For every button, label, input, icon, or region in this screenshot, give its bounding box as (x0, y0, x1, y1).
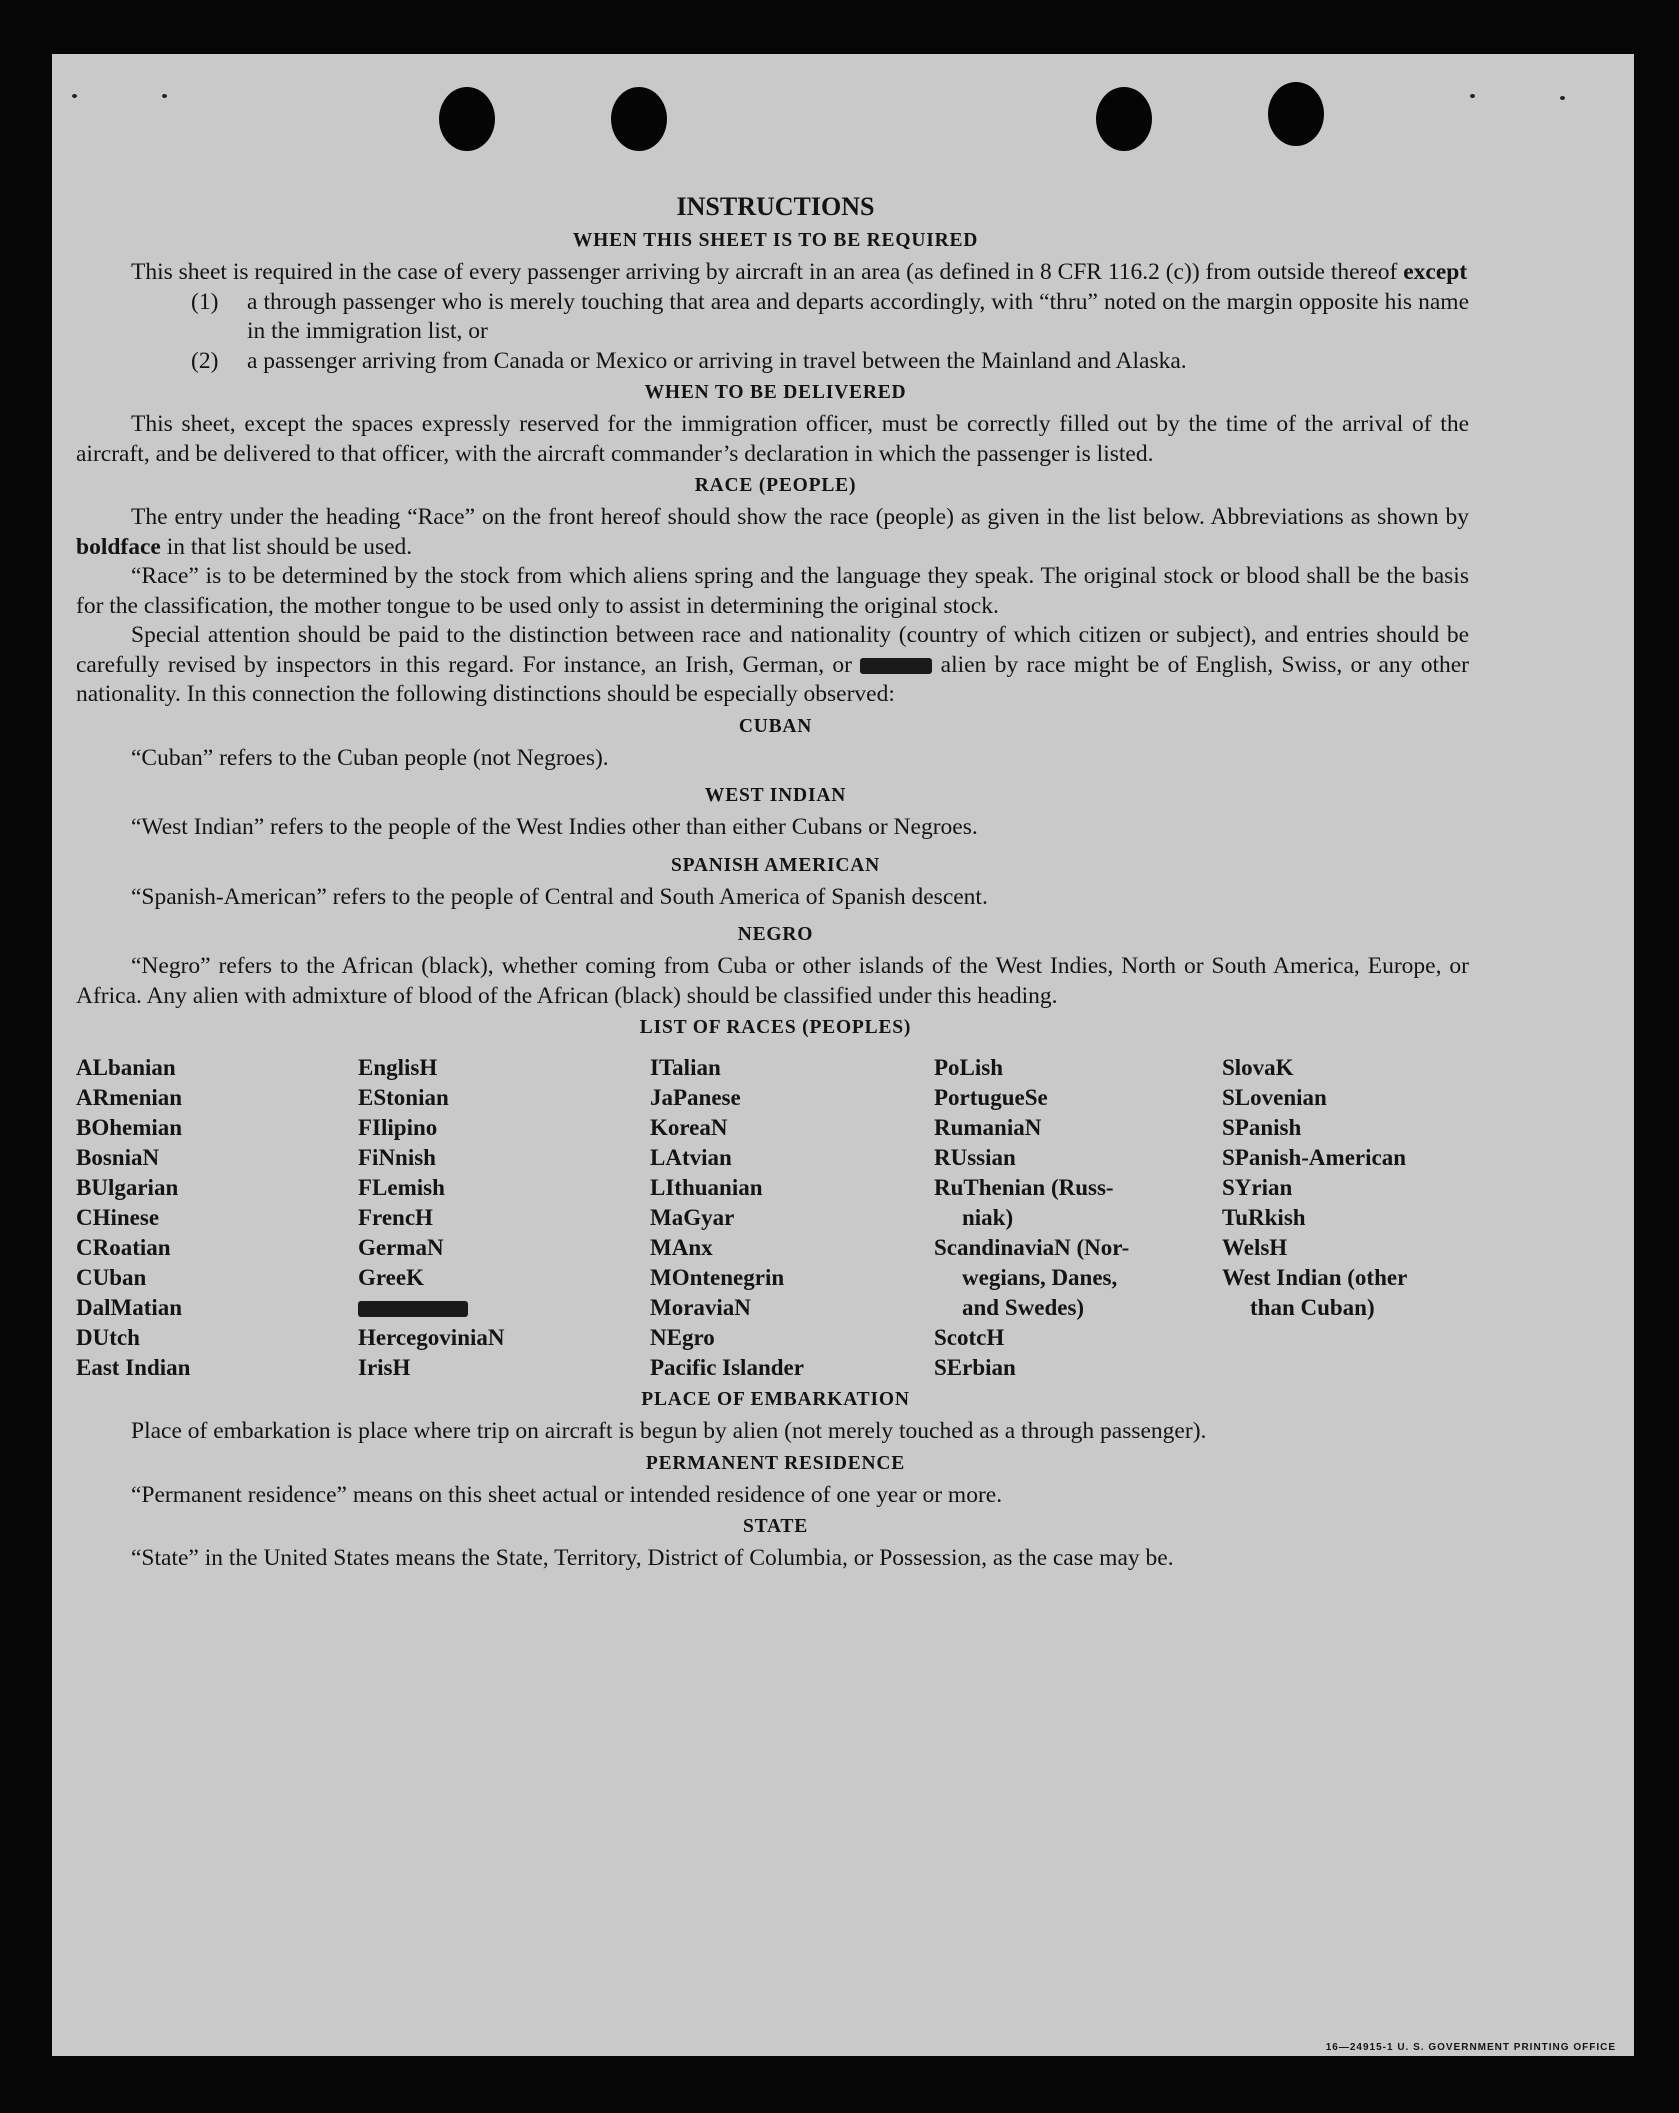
race-item: RuThenian (Russ- (934, 1175, 1114, 1200)
paragraph: The entry under the heading “Race” on the front hereof should show the race (people) as given in the list below. Abbreviations as shown by boldface in that list should be used. (76, 504, 1469, 560)
race-item: PoLish (934, 1055, 1004, 1080)
punch-hole (1096, 87, 1152, 151)
race-item: FIlipino (358, 1115, 438, 1140)
race-column (650, 1053, 934, 1383)
section-heading: WHEN THIS SHEET IS TO BE REQUIRED (572, 230, 979, 251)
race-item: NEgro (650, 1325, 715, 1350)
race-item: RumaniaN (934, 1115, 1042, 1140)
race-item: SErbian (934, 1355, 1016, 1380)
race-item: FrencH (358, 1205, 433, 1230)
section-heading: SPANISH AMERICAN (670, 854, 881, 876)
paragraph: “State” in the United States means the State, Territory, District of Columbia, or Possession, as the case may be. (131, 1545, 1174, 1571)
section-heading: CUBAN (738, 715, 813, 737)
race-item: East Indian (76, 1355, 191, 1380)
race-list (76, 1053, 1469, 1383)
paragraph: “West Indian” refers to the people of the West Indies other than either Cubans or Negroes. (131, 814, 978, 840)
race-item: CRoatian (76, 1235, 171, 1260)
race-item: BosniaN (76, 1145, 160, 1170)
race-item: ScandinaviaN (Nor- (934, 1235, 1130, 1260)
race-item: than Cuban) (1250, 1295, 1375, 1320)
punch-hole (611, 87, 667, 151)
race-item: SPanish (1222, 1115, 1302, 1140)
section-heading: PLACE OF EMBARKATION (641, 1389, 910, 1410)
paragraph: This sheet is required in the case of every passenger arriving by aircraft in an area (as defined in 8 CFR 116.2 (c)) from outside thereof except (131, 259, 1468, 285)
race-item: LAtvian (650, 1145, 732, 1170)
section-heading: NEGRO (737, 924, 814, 945)
race-item: EnglisH (358, 1055, 438, 1080)
race-item: BUlgarian (76, 1175, 179, 1200)
race-item: ARmenian (76, 1085, 183, 1110)
race-item: MAnx (650, 1235, 713, 1260)
race-column (934, 1053, 1222, 1383)
speck (1470, 94, 1475, 98)
race-item: MaGyar (650, 1205, 735, 1230)
race-item: DalMatian (76, 1295, 183, 1320)
race-item: MoraviaN (650, 1295, 751, 1320)
paragraph: “Spanish-American” refers to the people of Central and South America of Spanish descent. (131, 883, 988, 910)
redaction-mark (358, 1301, 468, 1317)
race-item: wegians, Danes, (962, 1265, 1118, 1290)
race-item: HercegoviniaN (358, 1325, 505, 1350)
punch-hole (439, 87, 495, 151)
race-item: SYrian (1222, 1175, 1293, 1200)
speck (72, 94, 77, 98)
race-item: JaPanese (650, 1085, 741, 1110)
list-item: (1) a through passenger who is merely touching that area and departs accordingly, with “thru” noted on the margin opposite his name in the immigration list, or (191, 288, 1469, 344)
race-item: PortugueSe (934, 1085, 1048, 1110)
race-item: SPanish-American (1222, 1145, 1406, 1170)
speck (162, 94, 167, 98)
race-item: ALbanian (76, 1055, 176, 1080)
race-item: SLovenian (1222, 1085, 1327, 1110)
paragraph: Special attention should be paid to the distinction between race and nationality (country of which citizen or subject), and entries should be carefully revised by inspectors in this regard. For instance, an Irish, German, or alien by race might be of English, Swiss, or any other nationality. In this connection the following distinctions should be especially observed: (76, 622, 1469, 707)
race-item: IrisH (358, 1355, 411, 1380)
redaction-mark (860, 658, 932, 674)
race-item: West Indian (other (1222, 1265, 1408, 1290)
paragraph: “Permanent residence” means on this sheet actual or intended residence of one year or more. (131, 1481, 1003, 1508)
race-item: DUtch (76, 1325, 140, 1350)
speck (1560, 96, 1565, 100)
page-title: INSTRUCTIONS (676, 192, 875, 221)
paragraph: This sheet, except the spaces expressly reserved for the immigration officer, must be correctly filled out by the time of the arrival of the aircraft, and be delivered to that officer, with the aircraft commander’s declaration in which the passenger is listed. (76, 411, 1469, 467)
document-page (52, 54, 1634, 2056)
list-item: (2) a passenger arriving from Canada or Mexico or arriving in travel between the Mainland and Alaska. (191, 347, 1187, 374)
race-item: SlovaK (1222, 1055, 1294, 1080)
race-item: RUssian (934, 1145, 1016, 1170)
punch-hole (1268, 82, 1324, 146)
race-item: FiNnish (358, 1145, 436, 1170)
race-item: TuRkish (1222, 1205, 1306, 1230)
section-heading: RACE (PEOPLE) (694, 475, 857, 496)
paragraph: “Race” is to be determined by the stock from which aliens spring and the language they speak. The original stock or blood shall be the basis for the classification, the mother tongue to be used only to assist in determining the original stock. (76, 563, 1469, 619)
race-item: ScotcH (934, 1325, 1005, 1350)
race-item: niak) (962, 1205, 1014, 1230)
race-item: CUban (76, 1265, 147, 1290)
race-item: WelsH (1222, 1235, 1288, 1260)
section-heading: WHEN TO BE DELIVERED (644, 382, 907, 403)
paragraph: “Negro” refers to the African (black), whether coming from Cuba or other islands of the West Indies, North or South America, Europe, or Africa. Any alien with admixture of blood of the African (black) should be classified under this heading. (76, 953, 1469, 1009)
printer-imprint: 16—24915-1 U. S. GOVERNMENT PRINTING OFFICE (1325, 2042, 1616, 2053)
race-item: MOntenegrin (650, 1265, 785, 1290)
race-column (358, 1053, 650, 1383)
race-item: FLemish (358, 1175, 445, 1200)
race-item: BOhemian (76, 1115, 183, 1140)
race-item: EStonian (358, 1085, 449, 1110)
race-item: ITalian (650, 1055, 721, 1080)
paragraph: “Cuban” refers to the Cuban people (not Negroes). (131, 744, 609, 771)
section-heading: STATE (742, 1516, 809, 1537)
race-item: Pacific Islander (650, 1355, 804, 1380)
paragraph: Place of embarkation is place where trip on aircraft is begun by alien (not merely touched as a through passenger). (131, 1418, 1207, 1444)
race-item: GermaN (358, 1235, 444, 1260)
section-heading: PERMANENT RESIDENCE (645, 1452, 906, 1474)
race-item: LIthuanian (650, 1175, 763, 1200)
section-heading: WEST INDIAN (704, 785, 847, 806)
instructions-body (76, 190, 1469, 1574)
race-item: GreeK (358, 1265, 424, 1290)
race-item: and Swedes) (962, 1295, 1085, 1320)
race-item: CHinese (76, 1205, 160, 1230)
race-column (76, 1053, 358, 1383)
race-item: KoreaN (650, 1115, 728, 1140)
race-item-redacted (358, 1293, 650, 1323)
race-column (1222, 1053, 1469, 1383)
section-heading: LIST OF RACES (PEOPLES) (639, 1017, 912, 1038)
